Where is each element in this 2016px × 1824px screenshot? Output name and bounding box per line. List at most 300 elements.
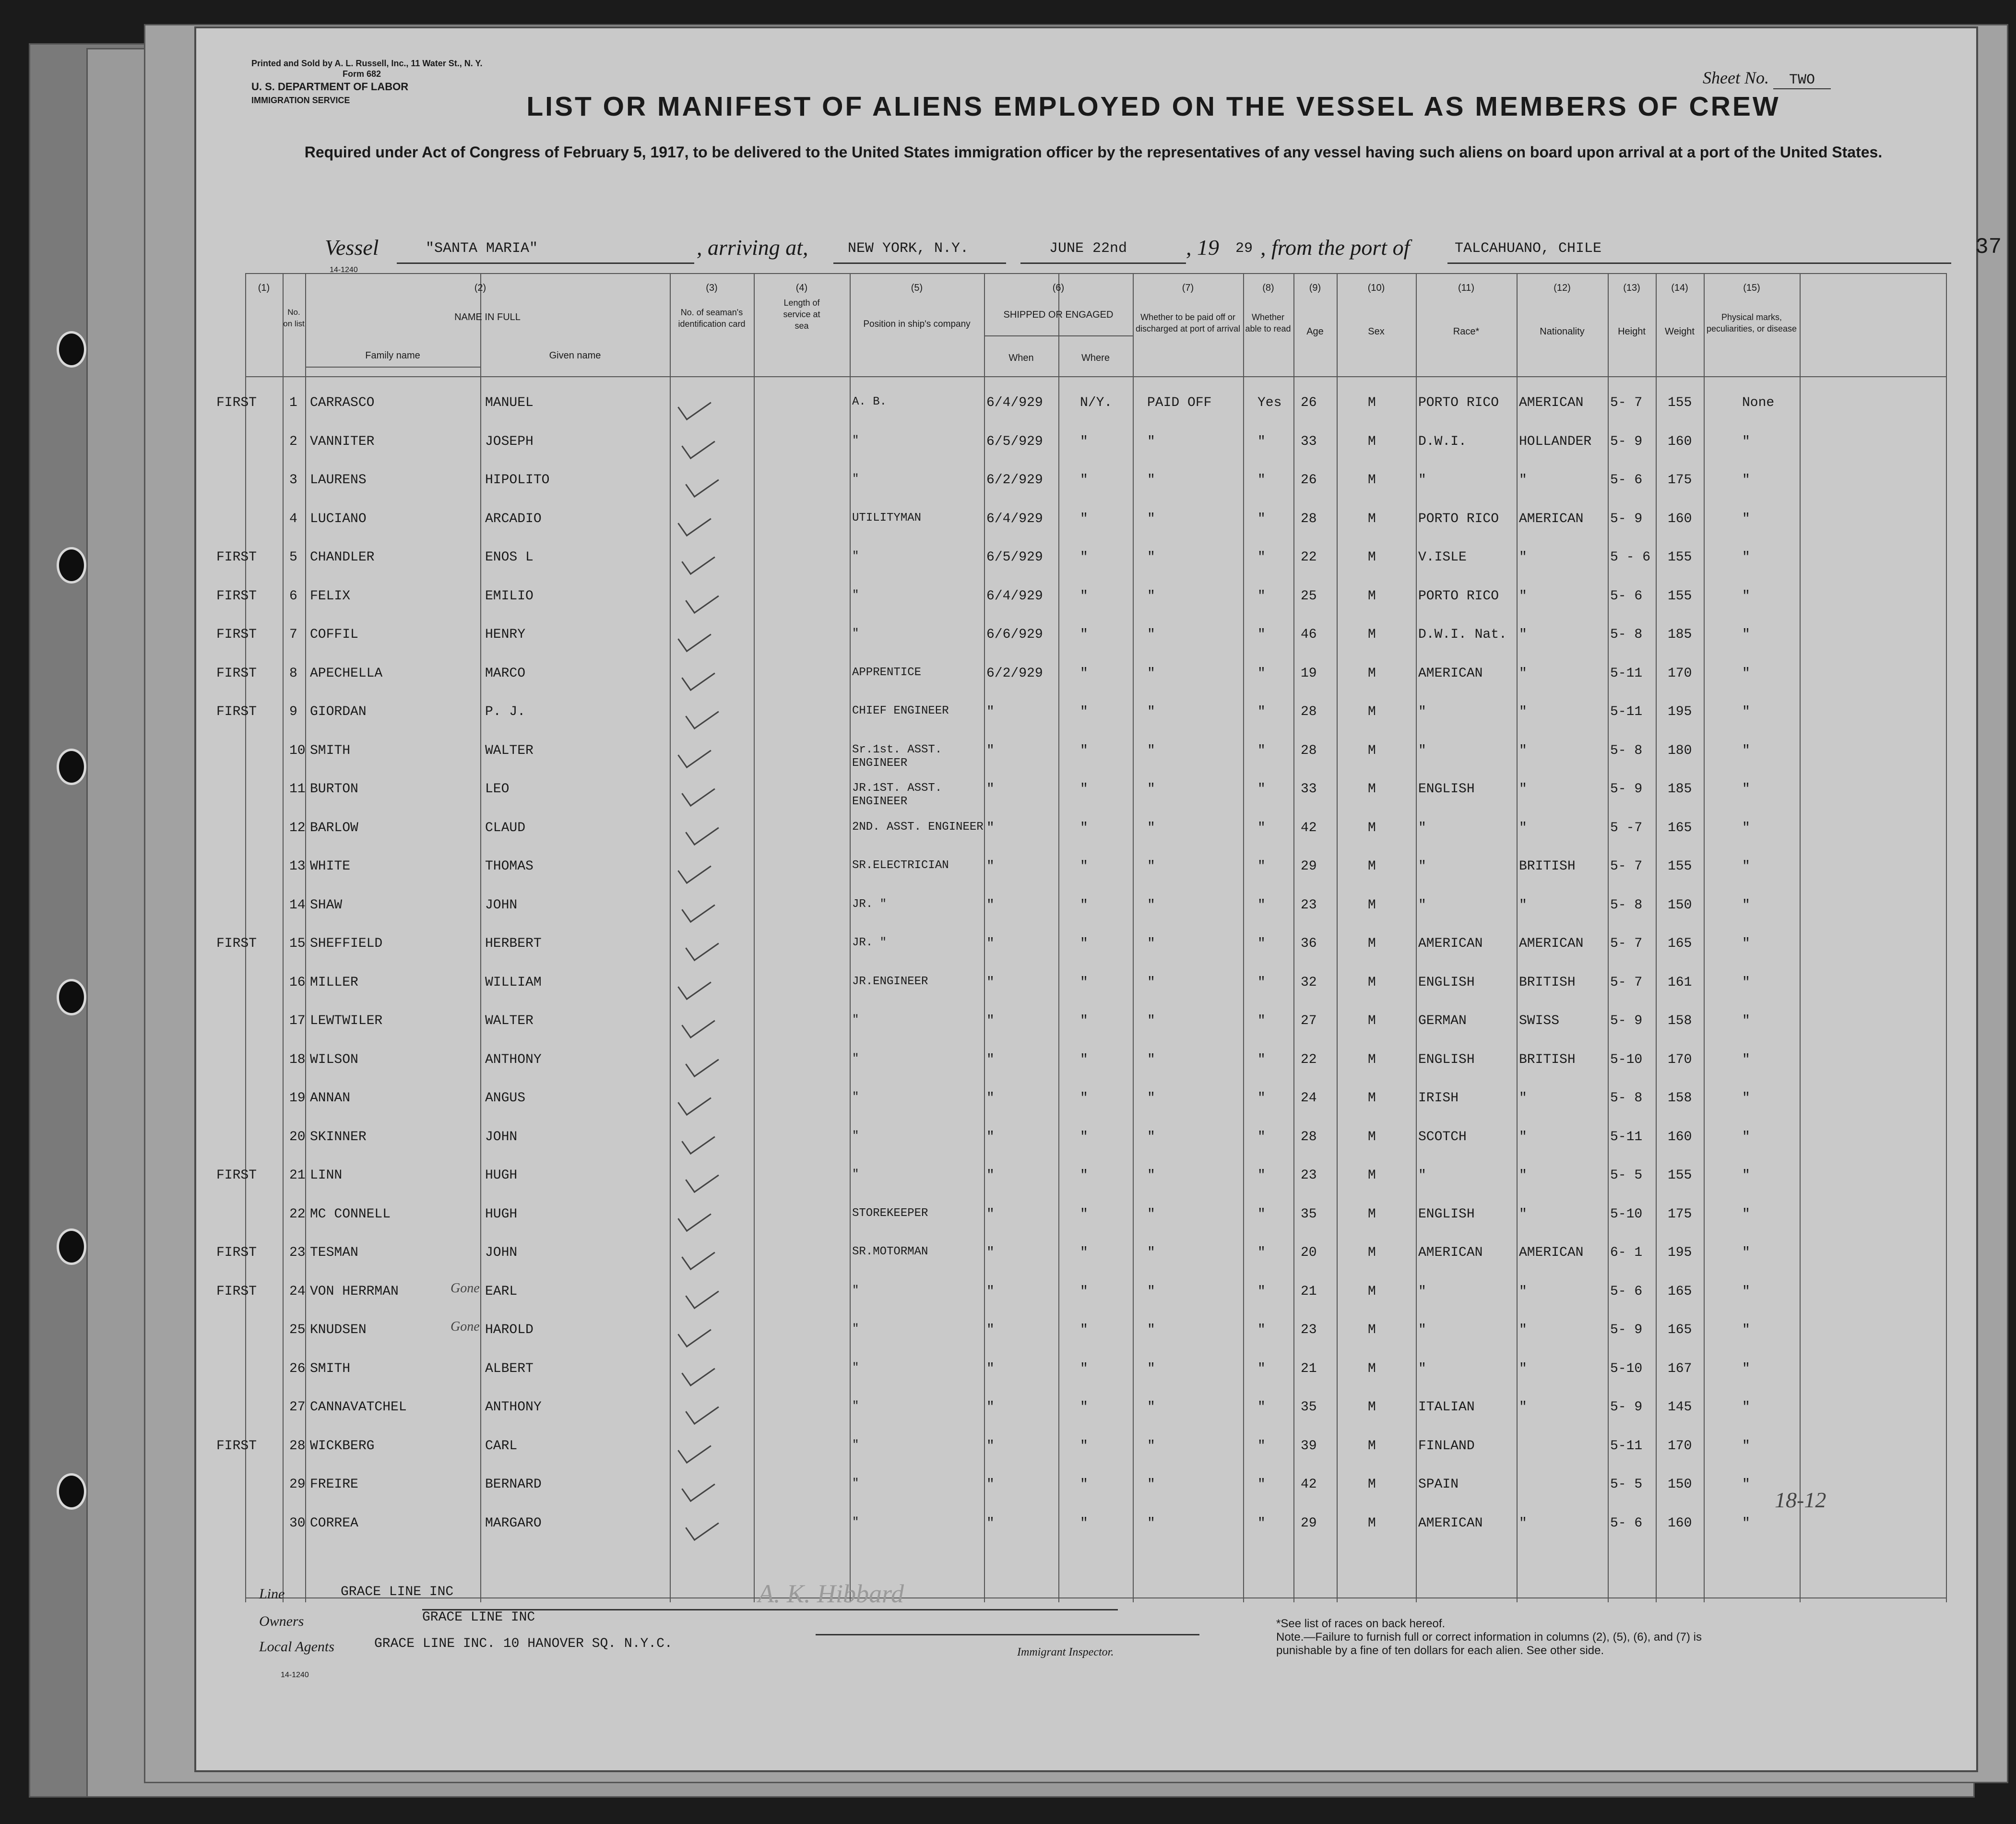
table-row (216, 704, 2016, 743)
races-note: *See list of races on back hereof. (1276, 1617, 1446, 1630)
row-physical-marks: " (1742, 588, 1750, 604)
row-physical-marks: " (1742, 782, 1750, 797)
row-height: 5- 7 (1610, 936, 1643, 951)
row-number: 8 (289, 666, 297, 681)
row-height: 5- 8 (1610, 1091, 1643, 1106)
row-paid-off: " (1147, 511, 1155, 526)
row-paid-off: " (1147, 588, 1155, 604)
row-sex: M (1368, 1245, 1376, 1260)
row-weight: 170 (1668, 1438, 1692, 1454)
row-physical-marks: " (1742, 743, 1750, 758)
row-weight: 170 (1668, 666, 1692, 681)
table-row (216, 666, 2016, 704)
row-nationality: " (1519, 1129, 1527, 1144)
row-read: " (1257, 588, 1266, 604)
page-number: 37 (1975, 235, 2002, 260)
row-read: " (1257, 1400, 1266, 1415)
row-paid-off: " (1147, 975, 1155, 990)
page-subtitle: Required under Act of Congress of February 5, 1917, to be delivered to the United States immigration officer by the representatives of any vessel having such aliens on board upon arrival at a port of the United States. (304, 143, 1883, 161)
row-nationality: BRITISH (1519, 1052, 1576, 1067)
row-where: " (1080, 473, 1088, 488)
row-weight: 155 (1668, 588, 1692, 604)
row-height: 5- 7 (1610, 859, 1643, 874)
row-height: 5- 9 (1610, 511, 1643, 526)
row-family-name: WILSON (310, 1052, 358, 1067)
row-when: " (986, 897, 995, 913)
row-position: " (852, 473, 859, 486)
row-age: 35 (1301, 1206, 1317, 1222)
row-age: 35 (1301, 1400, 1317, 1415)
row-sex: M (1368, 1129, 1376, 1144)
row-height: 5- 6 (1610, 473, 1643, 488)
row-nationality: AMERICAN (1519, 395, 1584, 410)
row-weight: 161 (1668, 975, 1692, 990)
col10-num: (10) (1367, 283, 1385, 293)
row-age: 22 (1301, 550, 1317, 565)
row-race: AMERICAN (1418, 936, 1483, 951)
row-sex: M (1368, 1477, 1376, 1492)
row-nationality: " (1519, 473, 1527, 488)
row-number: 7 (289, 627, 297, 642)
row-read: " (1257, 1245, 1266, 1260)
row-physical-marks: " (1742, 1052, 1750, 1067)
table-row (245, 1400, 2016, 1438)
manifest-page (194, 26, 2002, 1772)
col13-num: (13) (1623, 283, 1640, 293)
row-weight: 195 (1668, 704, 1692, 719)
row-number: 23 (289, 1245, 306, 1260)
header-rule (245, 376, 1946, 377)
row-number: 20 (289, 1129, 306, 1144)
service-text: IMMIGRATION SERVICE (251, 95, 350, 105)
row-weight: 165 (1668, 1323, 1692, 1337)
row-family-name: SHEFFIELD (310, 936, 383, 951)
row-weight: 155 (1668, 1168, 1692, 1183)
underline (397, 262, 694, 264)
row-paid-off: " (1147, 473, 1155, 488)
printer-credit (251, 58, 482, 79)
row-weight: 185 (1668, 782, 1692, 797)
department (251, 80, 408, 107)
row-sex: M (1368, 1438, 1376, 1454)
departure-port: TALCAHUANO, CHILE (1455, 240, 1602, 257)
sheet-number (1703, 68, 1831, 89)
row-position: SR.ELECTRICIAN (852, 859, 949, 872)
row-paid-off: " (1147, 550, 1155, 565)
table-row (216, 588, 2016, 627)
row-where: " (1080, 627, 1088, 642)
row-family-name: FELIX (310, 588, 351, 604)
row-when: 6/4/929 (986, 395, 1043, 410)
row-height: 5-11 (1610, 1129, 1643, 1144)
row-position: " (852, 550, 859, 563)
row-where: " (1080, 1323, 1088, 1337)
row-height: 5- 6 (1610, 588, 1643, 604)
table-row (216, 1168, 2016, 1206)
row-age: 21 (1301, 1284, 1317, 1299)
row-nationality: " (1519, 1361, 1527, 1376)
row-read: " (1257, 627, 1266, 642)
row-height: 5-10 (1610, 1361, 1643, 1376)
row-when: " (986, 1129, 995, 1144)
row-position: " (852, 1515, 859, 1529)
row-where: " (1080, 782, 1088, 797)
row-physical-marks: " (1742, 975, 1750, 990)
row-where: " (1080, 1477, 1088, 1492)
row-where: " (1080, 743, 1088, 758)
row-first-mark: FIRST (216, 1168, 257, 1183)
row-position: JR.ENGINEER (852, 975, 928, 988)
header-rule (305, 367, 480, 368)
binder-hole (57, 749, 86, 785)
row-family-name: VON HERRMAN (310, 1284, 399, 1299)
row-weight: 160 (1668, 434, 1692, 449)
row-given-name: CARL (485, 1438, 518, 1454)
row-physical-marks: " (1742, 1361, 1750, 1376)
row-nationality: BRITISH (1519, 859, 1576, 874)
table-row (245, 1052, 2016, 1091)
row-height: 5- 7 (1610, 975, 1643, 990)
row-given-name: WILLIAM (485, 975, 542, 990)
row-given-name: HIPOLITO (485, 473, 550, 488)
row-when: " (986, 1284, 995, 1299)
sheet-value: TWO (1773, 72, 1831, 89)
row-height: 5- 7 (1610, 395, 1643, 410)
row-given-name: BERNARD (485, 1477, 542, 1492)
row-read: " (1257, 1168, 1266, 1183)
row-age: 20 (1301, 1245, 1317, 1260)
row-weight: 185 (1668, 627, 1692, 642)
row-race: ENGLISH (1418, 975, 1475, 990)
col-given-name: Given name (549, 350, 601, 361)
col-seaman-id: No. of seaman's identification card (678, 308, 746, 329)
row-paid-off: " (1147, 434, 1155, 449)
row-number: 17 (289, 1013, 306, 1028)
row-height: 5- 5 (1610, 1168, 1643, 1183)
table-row (245, 743, 2016, 782)
table-row (216, 395, 2016, 434)
row-when: " (986, 782, 995, 797)
manifest-footer (67, 1560, 1746, 1704)
row-nationality: " (1519, 897, 1527, 913)
row-first-mark: FIRST (216, 666, 257, 681)
row-position: " (852, 1284, 859, 1297)
row-family-name: GIORDAN (310, 704, 367, 719)
row-number: 22 (289, 1206, 306, 1222)
row-age: 25 (1301, 588, 1317, 604)
manifest-table (216, 273, 2016, 1607)
row-race: " (1418, 1168, 1426, 1183)
penalty-note: Note.—Failure to furnish full or correct information in columns (2), (5), (6), and (7) is punishable by a fine of ten dollars for each alien. See other side. (1276, 1631, 1702, 1657)
row-height: 5- 6 (1610, 1284, 1643, 1299)
row-given-name: MARCO (485, 666, 526, 681)
row-number: 28 (289, 1438, 306, 1454)
row-height: 5- 9 (1610, 434, 1643, 449)
row-number: 29 (289, 1477, 306, 1492)
form-label: Form 682 (343, 69, 381, 79)
table-row (245, 821, 2016, 859)
row-read: " (1257, 1052, 1266, 1067)
arrival-year: 29 (1235, 240, 1253, 257)
row-where: " (1080, 1438, 1088, 1454)
row-height: 5-11 (1610, 666, 1643, 681)
col-paid-off: Whether to be paid off or discharged at port of arrival (1135, 312, 1241, 334)
row-when: 6/2/929 (986, 666, 1043, 681)
row-weight: 158 (1668, 1013, 1692, 1028)
row-sex: M (1368, 666, 1376, 681)
row-height: 5-11 (1610, 704, 1643, 719)
row-weight: 150 (1668, 897, 1692, 913)
owners-value: GRACE LINE INC (422, 1610, 535, 1625)
table-row (245, 1516, 2016, 1554)
row-age: 23 (1301, 897, 1317, 913)
row-position: " (852, 1091, 859, 1104)
col-height: Height (1618, 326, 1646, 337)
row-read: " (1257, 511, 1266, 526)
row-where: " (1080, 936, 1088, 951)
row-height: 5- 9 (1610, 782, 1643, 797)
row-paid-off: " (1147, 1400, 1155, 1415)
row-when: " (986, 1438, 995, 1454)
table-row (245, 1477, 2016, 1515)
row-race: ITALIAN (1418, 1400, 1475, 1415)
row-nationality: AMERICAN (1519, 936, 1584, 951)
row-where: " (1080, 1168, 1088, 1183)
col3-num: (3) (706, 283, 718, 293)
row-age: 23 (1301, 1323, 1317, 1337)
row-age: 26 (1301, 473, 1317, 488)
table-row (245, 1361, 2016, 1400)
table-row (245, 512, 2016, 550)
row-when: " (986, 936, 995, 951)
row-read: " (1257, 820, 1266, 835)
row-weight: 145 (1668, 1400, 1692, 1415)
row-given-name: JOHN (485, 1245, 518, 1260)
col-age: Age (1306, 326, 1324, 337)
row-read: " (1257, 1438, 1266, 1454)
row-physical-marks: " (1742, 1477, 1750, 1492)
row-race: IRISH (1418, 1091, 1459, 1106)
row-nationality: AMERICAN (1519, 1245, 1584, 1260)
row-height: 5 -7 (1610, 820, 1643, 835)
row-position: " (852, 1438, 859, 1452)
inspector-signature: A. K. Hibbard (758, 1579, 904, 1608)
row-age: 23 (1301, 1168, 1317, 1183)
row-read: " (1257, 704, 1266, 719)
row-sex: M (1368, 395, 1376, 410)
row-sex: M (1368, 743, 1376, 758)
row-race: " (1418, 820, 1426, 835)
row-paid-off: " (1147, 1438, 1155, 1454)
row-first-mark: FIRST (216, 550, 257, 565)
row-family-name: ANNAN (310, 1091, 351, 1106)
row-when: " (986, 1013, 995, 1028)
row-nationality: " (1519, 1515, 1527, 1531)
row-nationality: " (1519, 627, 1527, 642)
row-sex: M (1368, 1515, 1376, 1531)
row-family-name: CANNAVATCHEL (310, 1400, 407, 1415)
row-sex: M (1368, 1400, 1376, 1415)
line-label: Line (259, 1586, 285, 1602)
row-age: 26 (1301, 395, 1317, 410)
col11-num: (11) (1458, 283, 1475, 293)
row-age: 27 (1301, 1013, 1317, 1028)
col7-num: (7) (1182, 283, 1194, 293)
row-sex: M (1368, 859, 1376, 874)
row-physical-marks: " (1742, 1323, 1750, 1337)
row-when: " (986, 820, 995, 835)
row-height: 5- 9 (1610, 1013, 1643, 1028)
col2-num: (2) (474, 283, 486, 293)
table-row (216, 627, 2016, 666)
row-family-name: COFFIL (310, 627, 358, 642)
row-given-name: HENRY (485, 627, 526, 642)
table-row (245, 1091, 2016, 1129)
table-row (216, 936, 2016, 975)
row-read: " (1257, 550, 1266, 565)
row-nationality: " (1519, 1284, 1527, 1299)
row-weight: 175 (1668, 473, 1692, 488)
row-when: 6/4/929 (986, 588, 1043, 604)
row-when: 6/2/929 (986, 473, 1043, 488)
row-read: " (1257, 897, 1266, 913)
row-age: 42 (1301, 1477, 1317, 1492)
row-first-mark: FIRST (216, 1245, 257, 1260)
row-number: 1 (289, 395, 297, 410)
row-height: 5-11 (1610, 1438, 1643, 1454)
col-shipped: SHIPPED OR ENGAGED (1003, 310, 1114, 320)
row-where: N/Y. (1080, 395, 1113, 410)
row-nationality: SWISS (1519, 1013, 1560, 1028)
row-where: " (1080, 1284, 1088, 1299)
row-race: " (1418, 1361, 1426, 1376)
row-age: 28 (1301, 511, 1317, 526)
row-where: " (1080, 1013, 1088, 1028)
arrival-date: JUNE 22nd (1049, 240, 1127, 257)
row-when: 6/5/929 (986, 550, 1043, 565)
row-physical-marks: " (1742, 666, 1750, 681)
row-given-name: P. J. (485, 704, 526, 719)
row-physical-marks: None (1742, 395, 1775, 410)
row-when: " (986, 743, 995, 758)
row-weight: 155 (1668, 550, 1692, 565)
table-row (245, 975, 2016, 1013)
row-weight: 160 (1668, 1129, 1692, 1144)
row-where: " (1080, 897, 1088, 913)
row-when: " (986, 1206, 995, 1222)
row-race: AMERICAN (1418, 666, 1483, 681)
row-read: " (1257, 1515, 1266, 1531)
row-when: 6/6/929 (986, 627, 1043, 642)
row-given-name: EARL (485, 1284, 518, 1299)
row-sex: M (1368, 434, 1376, 449)
row-position: " (852, 1477, 859, 1490)
row-weight: 180 (1668, 743, 1692, 758)
col-where: Where (1081, 353, 1110, 363)
row-read: " (1257, 1361, 1266, 1376)
row-read: " (1257, 1323, 1266, 1337)
row-paid-off: " (1147, 1091, 1155, 1106)
table-row (216, 1245, 2016, 1284)
col-position: Position in ship's company (863, 319, 971, 329)
row-number: 27 (289, 1400, 306, 1415)
underline (833, 262, 1006, 264)
row-sex: M (1368, 473, 1376, 488)
table-row (216, 550, 2016, 588)
table-row (245, 434, 2016, 473)
row-race: GERMAN (1418, 1013, 1467, 1028)
row-sex: M (1368, 550, 1376, 565)
row-position: 2ND. ASST. ENGINEER (852, 820, 984, 834)
row-when: " (986, 1361, 995, 1376)
row-family-name: LINN (310, 1168, 343, 1183)
row-paid-off: " (1147, 704, 1155, 719)
row-number: 13 (289, 859, 306, 874)
row-number: 10 (289, 743, 306, 758)
row-given-name: HUGH (485, 1206, 518, 1222)
col12-num: (12) (1554, 283, 1571, 293)
row-where: " (1080, 859, 1088, 874)
row-weight: 160 (1668, 1515, 1692, 1531)
row-family-name: BURTON (310, 782, 358, 797)
row-weight: 170 (1668, 1052, 1692, 1067)
col-length-service: Length of service at sea (783, 298, 820, 331)
row-family-name: BARLOW (310, 820, 358, 835)
row-given-name: HUGH (485, 1168, 518, 1183)
check-mark (677, 390, 712, 420)
row-age: 29 (1301, 1515, 1317, 1531)
row-when: " (986, 1052, 995, 1067)
row-sex: M (1368, 1052, 1376, 1067)
row-sex: M (1368, 897, 1376, 913)
row-sex: M (1368, 782, 1376, 797)
table-row (216, 1438, 2016, 1477)
row-sex: M (1368, 627, 1376, 642)
agents-label: Local Agents (259, 1639, 334, 1655)
vessel-name: "SANTA MARIA" (426, 240, 538, 257)
arrival-port: NEW YORK, N.Y. (848, 240, 969, 257)
row-where: " (1080, 820, 1088, 835)
line-value: GRACE LINE INC (341, 1585, 454, 1599)
row-position: " (852, 1323, 859, 1335)
row-physical-marks: " (1742, 1129, 1750, 1144)
row-read: Yes (1257, 395, 1282, 410)
row-nationality: " (1519, 782, 1527, 797)
row-number: 9 (289, 704, 297, 719)
row-physical-marks: " (1742, 550, 1750, 565)
row-physical-marks: " (1742, 1206, 1750, 1222)
col-no-on-list: No. on list (283, 308, 305, 328)
row-when: 6/4/929 (986, 511, 1043, 526)
row-weight: 150 (1668, 1477, 1692, 1492)
col-nationality: Nationality (1540, 326, 1585, 337)
inspector-rule (816, 1634, 1199, 1635)
row-position: A. B. (852, 395, 887, 408)
row-weight: 175 (1668, 1206, 1692, 1222)
row-race: PORTO RICO (1418, 395, 1499, 410)
row-nationality: " (1519, 820, 1527, 835)
row-race: " (1418, 1323, 1426, 1337)
row-nationality: " (1519, 1168, 1527, 1183)
row-position: " (852, 1400, 859, 1413)
row-read: " (1257, 1013, 1266, 1028)
vessel-label: Vessel (325, 235, 379, 260)
row-age: 32 (1301, 975, 1317, 990)
page-title: LIST OR MANIFEST OF ALIENS EMPLOYED ON THE VESSEL AS MEMBERS OF CREW (526, 91, 1780, 122)
row-number: 16 (289, 975, 306, 990)
header-rule (984, 335, 1133, 336)
row-age: 39 (1301, 1438, 1317, 1454)
